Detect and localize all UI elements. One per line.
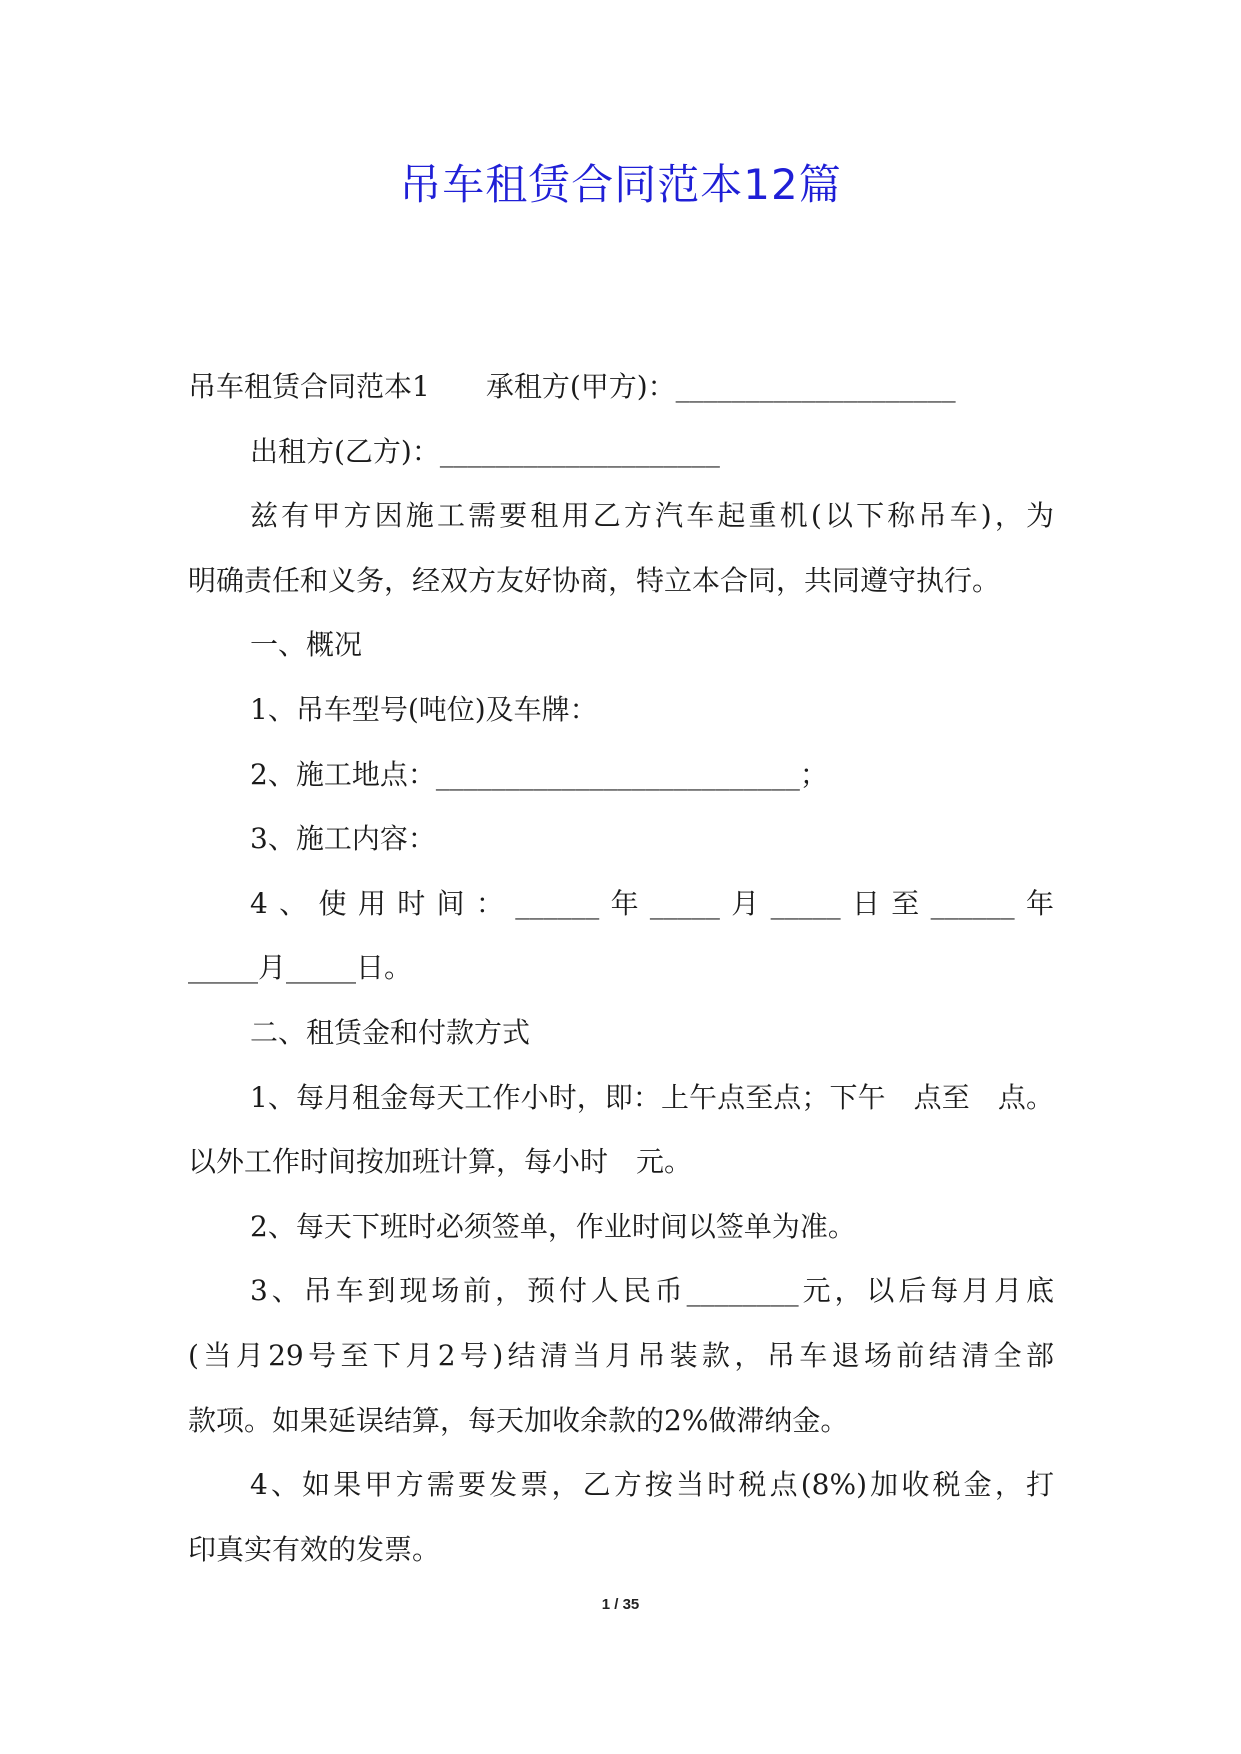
paragraph-line: _____月_____日。 [188, 951, 413, 985]
paragraph-line: 3、吊车到现场前，预付人民币________元，以后每月月底 [250, 1274, 1054, 1308]
paragraph-line: 1、吊车型号(吨位)及车牌： [250, 692, 598, 726]
paragraph-line: (当月29号至下月2号)结清当月吊装款，吊车退场前结清全部 [188, 1338, 1054, 1372]
paragraph-line: 吊车租赁合同范本1 承租方(甲方)：____________________ [188, 370, 956, 403]
paragraph-line: 3、施工内容： [250, 822, 436, 856]
paragraph-line: 兹有甲方因施工需要租用乙方汽车起重机(以下称吊车)，为 [250, 499, 1054, 533]
paragraph-line: 1、每月租金每天工作小时，即：上午点至点；下午 点至 点。 [250, 1080, 1054, 1114]
paragraph-line: 4、如果甲方需要发票，乙方按当时税点(8%)加收税金，打 [250, 1468, 1054, 1502]
paragraph-line: 明确责任和义务，经双方友好协商，特立本合同，共同遵守执行。 [188, 563, 1001, 597]
paragraph-line: 以外工作时间按加班计算，每小时 元。 [188, 1145, 693, 1179]
paragraph-line: 印真实有效的发票。 [188, 1532, 441, 1566]
paragraph-line: 4、使用时间：______年_____月_____日至______年 [250, 886, 1054, 920]
paragraph-line: 款项。如果延误结算，每天加收余款的2%做滞纳金。 [188, 1403, 849, 1437]
paragraph-line: 2、每天下班时必须签单，作业时间以签单为准。 [250, 1209, 856, 1243]
paragraph-line: 2、施工地点：__________________________； [250, 757, 828, 791]
paragraph-line: 一、概况 [250, 628, 363, 662]
document-title: 吊车租赁合同范本12篇 [399, 160, 842, 209]
document-body [188, 355, 1054, 1582]
paragraph-line: 出租方(乙方)：____________________ [250, 434, 720, 468]
page-number: 1 / 35 [601, 1596, 640, 1613]
paragraph-line: 二、租赁金和付款方式 [250, 1015, 531, 1049]
